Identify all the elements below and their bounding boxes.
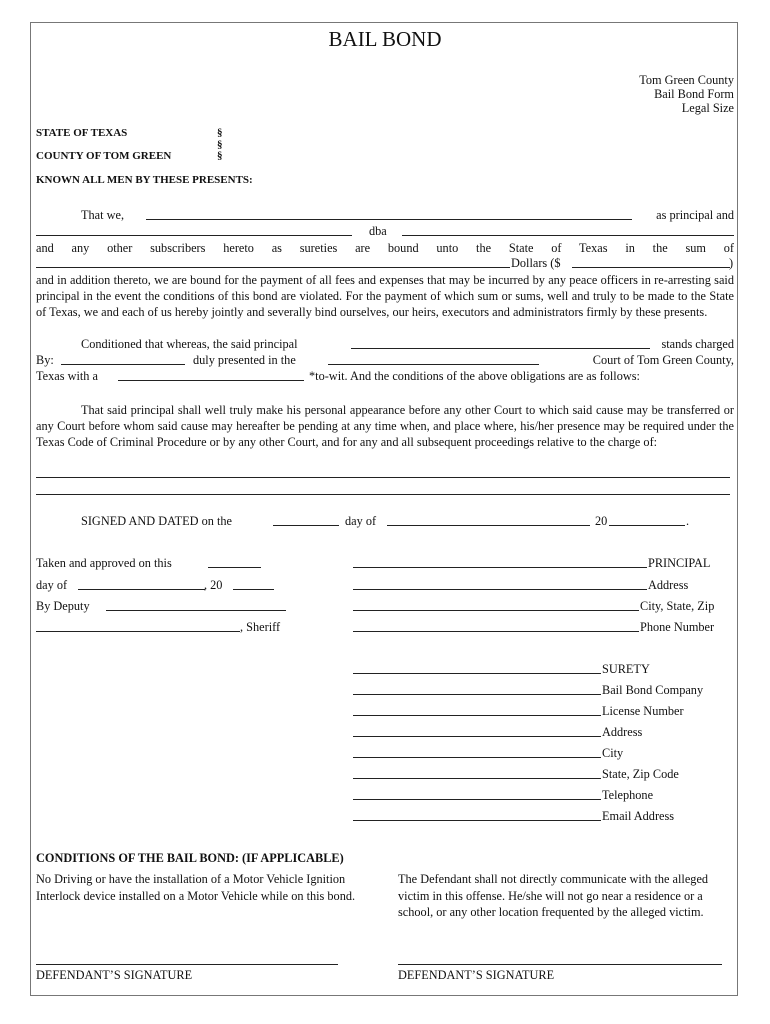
approved-day-field[interactable] (208, 567, 261, 568)
principal-phone-field[interactable] (353, 631, 639, 632)
surety-telephone-field[interactable] (353, 799, 601, 800)
surety-city-field[interactable] (353, 757, 601, 758)
surety-label: SURETY (602, 662, 650, 676)
state-label: STATE OF TEXAS (36, 127, 128, 139)
section-mark-3: § (217, 150, 223, 162)
surety-signature-field[interactable] (353, 673, 601, 674)
charge-field-1[interactable] (36, 477, 730, 478)
surety-address-label: Address (602, 725, 643, 739)
charged-by-field[interactable] (61, 364, 185, 365)
defendant-signature-label-left: DEFENDANT’S SIGNATURE (36, 968, 193, 982)
offense-field[interactable] (118, 380, 304, 381)
signed-year-field[interactable] (609, 525, 685, 526)
surety-address-field[interactable] (353, 736, 601, 737)
signed-month-field[interactable] (387, 525, 590, 526)
surety-email-label: Email Address (602, 809, 675, 823)
appearance-paragraph: That said principal shall well truly make his personal appearance before any other Court to which said cause may be transferred or any Court before whom said cause may hereafter be pending at any time when, and place where, his/her presence may be required under the Texas Code of Criminal Procedure or by any other Court, and for any and all subsequent proceedings relative to the charge of: (36, 403, 734, 449)
day-of-text: day of (345, 514, 377, 528)
county-label: COUNTY OF TOM GREEN (36, 150, 172, 162)
defendant-signature-field-right[interactable] (398, 964, 722, 965)
stands-charged-text: stands charged (661, 337, 734, 351)
surety-company-label: Bail Bond Company (602, 683, 704, 697)
sureties-text: and any other subscribers hereto as sureties are bound unto the State of Texas in the sum of (36, 241, 734, 255)
defendant-signature-field-left[interactable] (36, 964, 338, 965)
principal-city-field[interactable] (353, 610, 639, 611)
surety-email-field[interactable] (353, 820, 601, 821)
texas-with-text: Texas with a (36, 369, 98, 383)
principal-name-field-2[interactable] (36, 235, 352, 236)
signed-dated-text: SIGNED AND DATED on the (81, 514, 232, 528)
condition-no-contact: The Defendant shall not directly communicate with the alleged victim in this offense. He/she will not go near a residence or a school, or any other location frequented by the alleged victim. (398, 872, 709, 919)
conditions-heading: CONDITIONS OF THE BAIL BOND: (IF APPLICABLE) (36, 851, 344, 865)
principal-phone-label: Phone Number (640, 620, 715, 634)
as-principal-text: as principal and (656, 208, 734, 222)
surety-state-zip-label: State, Zip Code (602, 767, 679, 781)
surety-city-label: City (602, 746, 624, 760)
dba-field[interactable] (402, 235, 734, 236)
surety-license-field[interactable] (353, 715, 601, 716)
approved-month-field[interactable] (78, 589, 205, 590)
court-of-text: Court of Tom Green County, (592, 353, 734, 367)
dba-label: dba (369, 224, 387, 238)
surety-state-zip-field[interactable] (353, 778, 601, 779)
court-field[interactable] (328, 364, 539, 365)
comma-20-text: , 20 (204, 578, 223, 592)
principal-charged-field[interactable] (351, 348, 650, 349)
by-label: By: (36, 353, 54, 367)
principal-address-field[interactable] (353, 589, 647, 590)
sheriff-text: , Sheriff (240, 620, 281, 634)
header-county: Tom Green County (639, 73, 734, 87)
form-title: BAIL BOND (328, 27, 442, 51)
header-form-name: Bail Bond Form (654, 87, 734, 101)
day-of-left-text: day of (36, 578, 68, 592)
form-border (30, 22, 738, 996)
surety-license-label: License Number (602, 704, 684, 718)
amount-words-field[interactable] (36, 267, 510, 268)
obligation-paragraph: and in addition thereto, we are bound for the payment of all fees and expenses that may be incurred by any peace officers in re-arresting said principal in the event the conditions of this bond are violated. For the payment of which sum or sums, well and truly to be made to the State of Texas, we and each of us hereby jointly and severally bind ourselves, our heirs, executors and administrators firmly by these presents. (36, 273, 734, 319)
year-prefix: 20 (595, 514, 608, 528)
principal-name-field[interactable] (146, 219, 632, 220)
section-mark-2: § (217, 139, 223, 151)
conditioned-text: Conditioned that whereas, the said principal (81, 337, 298, 351)
taken-approved-text: Taken and approved on this (36, 556, 172, 570)
principal-address-label: Address (648, 578, 689, 592)
duly-presented-text: duly presented in the (193, 353, 296, 367)
section-mark-1: § (217, 127, 223, 139)
surety-company-field[interactable] (353, 694, 601, 695)
surety-telephone-label: Telephone (602, 788, 654, 802)
condition-driving: No Driving or have the installation of a Motor Vehicle Ignition Interlock device installed on a Motor Vehicle while on this bond. (36, 872, 356, 903)
known-all-heading: KNOWN ALL MEN BY THESE PRESENTS: (36, 174, 253, 186)
charge-field-2[interactable] (36, 494, 730, 495)
by-deputy-text: By Deputy (36, 599, 90, 613)
approved-year-field[interactable] (233, 589, 274, 590)
principal-label: PRINCIPAL (648, 556, 711, 570)
deputy-field[interactable] (106, 610, 286, 611)
defendant-signature-label-right: DEFENDANT’S SIGNATURE (398, 968, 555, 982)
amount-number-field[interactable] (572, 267, 730, 268)
principal-city-label: City, State, Zip (640, 599, 715, 613)
sheriff-field[interactable] (36, 631, 240, 632)
that-we-text: That we, (81, 208, 125, 222)
dollars-label: Dollars ($ (511, 256, 561, 270)
header-size: Legal Size (681, 101, 734, 115)
principal-signature-field[interactable] (353, 567, 647, 568)
to-wit-text: *to-wit. And the conditions of the above obligations are as follows: (309, 369, 640, 383)
dollars-close: ) (729, 256, 734, 270)
period: . (686, 514, 690, 528)
signed-day-field[interactable] (273, 525, 339, 526)
